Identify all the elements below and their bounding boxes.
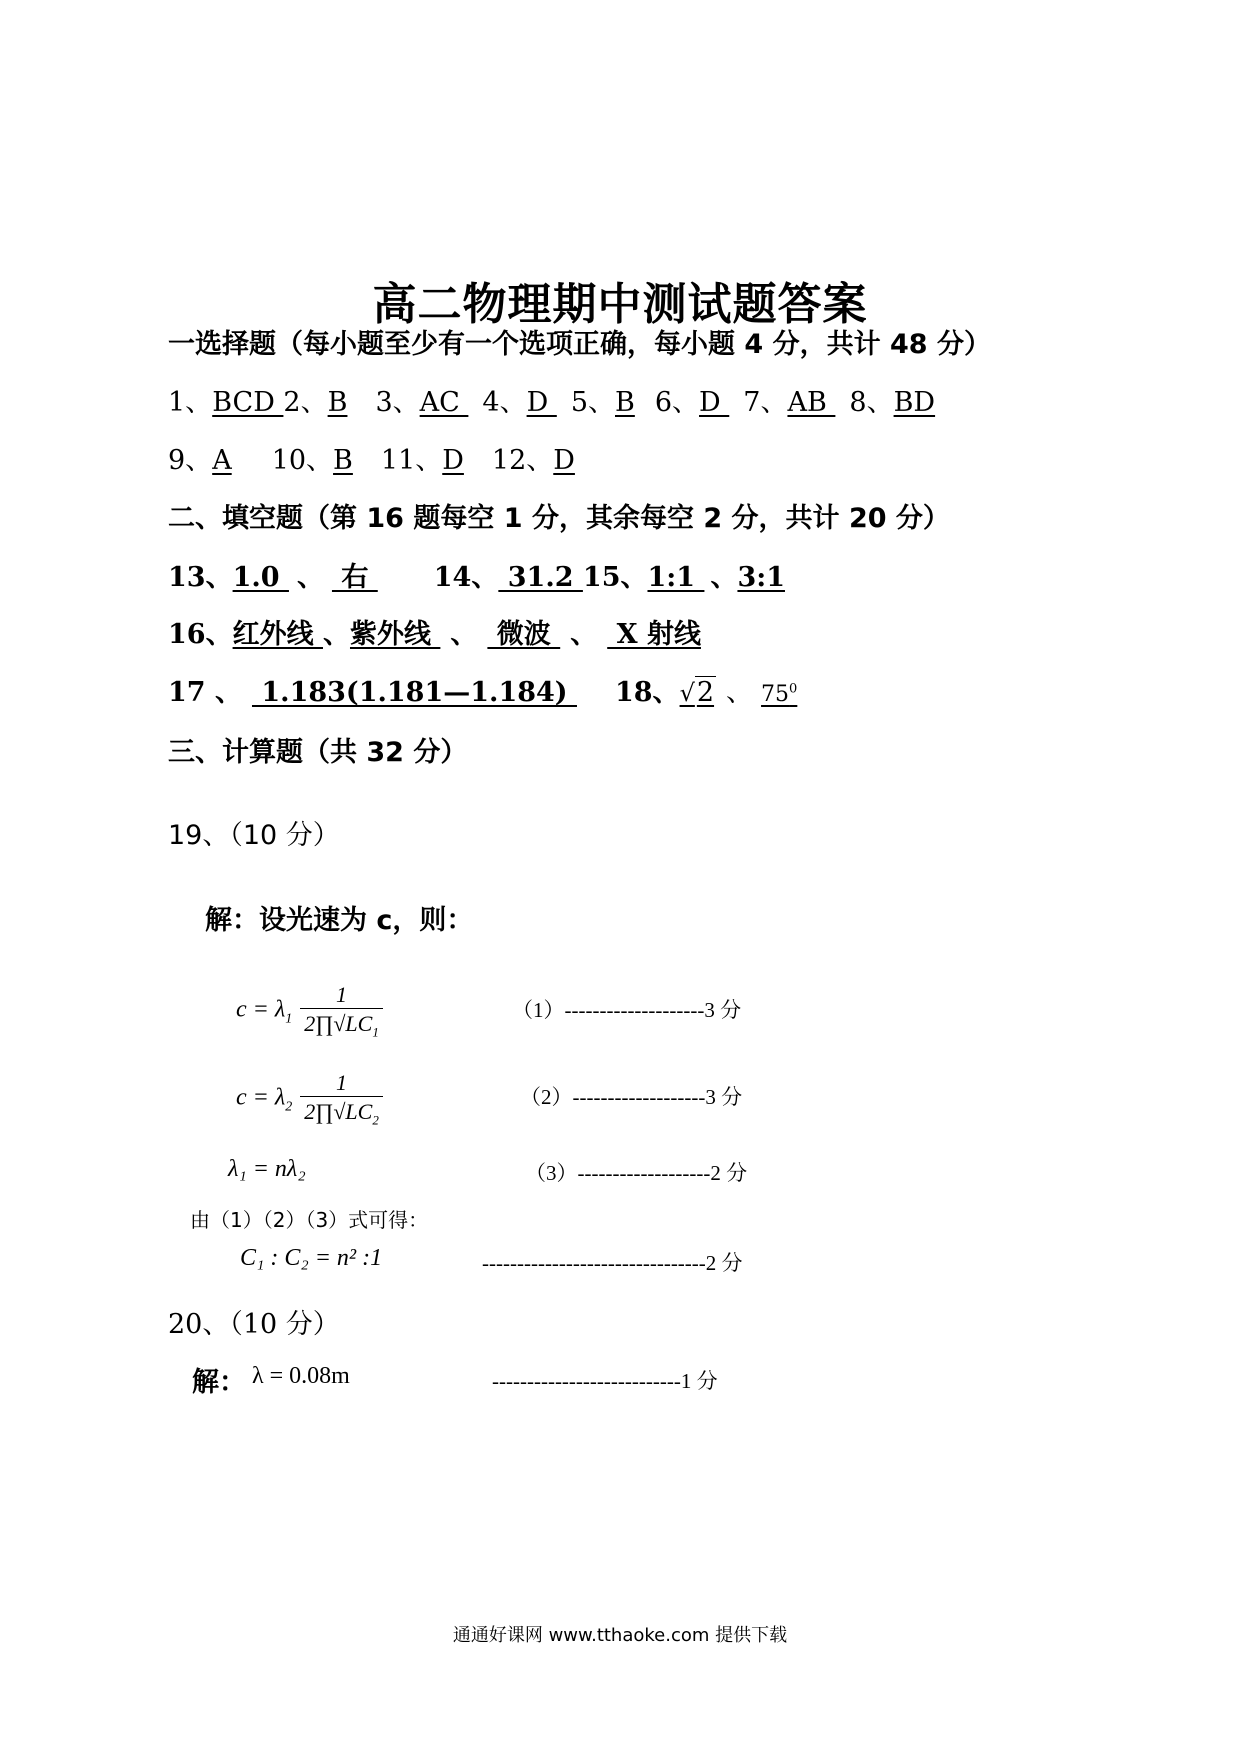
separator: 、 [450,619,478,650]
q14-num: 14、 [433,562,499,593]
separator: 、 [710,562,738,593]
denominator-text: 2∏√LC [304,1011,373,1036]
q17-18-row [168,670,797,709]
answer-value: AB [787,387,836,418]
q19-eq1-score: （1）--------------------3 分 [512,998,742,1022]
q16-row [168,612,701,651]
q19-eq3: λ₁ = nλ₂ [228,1156,306,1182]
eq-sub: 1 [285,1011,293,1027]
answer-num: 4、 [482,387,527,418]
q18-answer-1: √2 [679,677,715,708]
eq-sub: 2 [285,1099,293,1115]
q14-answer: 31.2 [498,562,583,593]
denominator-sub: 1 [372,1024,379,1040]
q20-heading: 20、（10 分） [168,1309,340,1340]
answer-value: A [212,445,232,476]
answer-value: B [615,387,635,418]
fraction-denominator [300,1096,383,1128]
q18-radicand: 2 [696,677,715,708]
q19-eq2-score: （2）-------------------3 分 [520,1085,743,1109]
answer-num: 11、 [380,445,443,476]
denominator-text: 2∏√LC [304,1099,373,1124]
q15-answer-2: 3:1 [737,562,785,593]
answer-value: D [553,445,575,476]
answer-value: D [442,445,464,476]
answer-num: 7、 [743,387,788,418]
answer-num: 1、 [168,387,213,418]
section1-row2 [168,438,575,477]
q19-intro: 解：设光速为 c，则： [205,905,474,936]
answer-num: 10、 [271,445,334,476]
page-title: 高二物理期中测试题答案 [372,279,868,330]
q15-num: 15、 [582,562,648,593]
answer-num: 8、 [849,387,894,418]
footer-source: 通通好课网 www.tthaoke.com 提供下载 [452,1625,788,1646]
q19-heading: 19、（10 分） [168,820,340,851]
q18-angle: 75 [761,682,790,707]
answer-value: B [327,387,348,418]
q13-answer-1: 1.0 [232,562,289,593]
q17-answer: 1.183(1.181—1.184) [251,677,577,708]
answer-num: 9、 [168,445,213,476]
answer-value: D [699,387,730,418]
answer-num: 3、 [375,387,420,418]
answer-num: 5、 [570,387,615,418]
q16-num: 16、 [168,619,233,650]
answer-num: 12、 [491,445,554,476]
q16-answer-2: 紫外线 [349,619,441,650]
q19-derive: 由（1）（2）（3）式可得： [190,1208,429,1232]
q19-eq3-score: （3）-------------------2 分 [525,1161,748,1185]
answer-value: AC [419,387,469,418]
q13-15-row [168,555,785,594]
q19-eq2 [236,1070,383,1128]
answer-value: B [333,445,353,476]
q17-num: 17 、 [168,677,242,708]
eq-lhs: c = λ [236,996,286,1023]
q19-result: C₁ : C₂ = n² :1 [240,1245,383,1271]
q18-answer-2 [761,682,797,707]
eq-lhs: c = λ [236,1084,286,1111]
q13-num: 13、 [168,562,233,593]
separator: 、 [322,619,350,650]
fraction-numerator: 1 [336,1070,348,1095]
answer-num: 6、 [654,387,700,418]
q20-eq1: λ = 0.08m [252,1363,350,1389]
answer-num: 2、 [283,387,328,418]
section1-heading: 一选择题（每小题至少有一个选项正确，每小题 4 分，共计 48 分） [168,329,991,360]
q16-answer-4: X 射线 [607,619,701,650]
q16-answer-1: 红外线 [232,619,323,650]
separator: 、 [296,562,324,593]
separator: 、 [570,619,598,650]
eq-fraction [300,982,383,1040]
q18-num: 18、 [614,677,680,708]
q20-eq1-score: ---------------------------1 分 [492,1369,718,1393]
denominator-sub: 2 [372,1112,379,1128]
section3-heading: 三、计算题（共 32 分） [168,737,468,768]
answer-value: BCD [212,387,284,418]
eq-fraction [300,1070,383,1128]
q19-eq1 [236,982,383,1040]
fraction-numerator: 1 [336,982,348,1007]
q19-result-score: --------------------------------2 分 [482,1251,743,1275]
q13-answer-2: 右 [331,562,378,593]
q15-answer-1: 1:1 [647,562,705,593]
section1-row1 [168,380,935,419]
separator: 、 [726,677,754,708]
section2-heading: 二、填空题（第 16 题每空 1 分，其余每空 2 分，共计 20 分） [168,503,950,534]
q20-intro: 解： [192,1367,246,1398]
q16-answer-3: 微波 [487,619,561,650]
q18-degree: 0 [789,681,798,697]
fraction-denominator [300,1008,383,1040]
answer-value: D [526,387,557,418]
answer-value: BD [893,387,936,418]
